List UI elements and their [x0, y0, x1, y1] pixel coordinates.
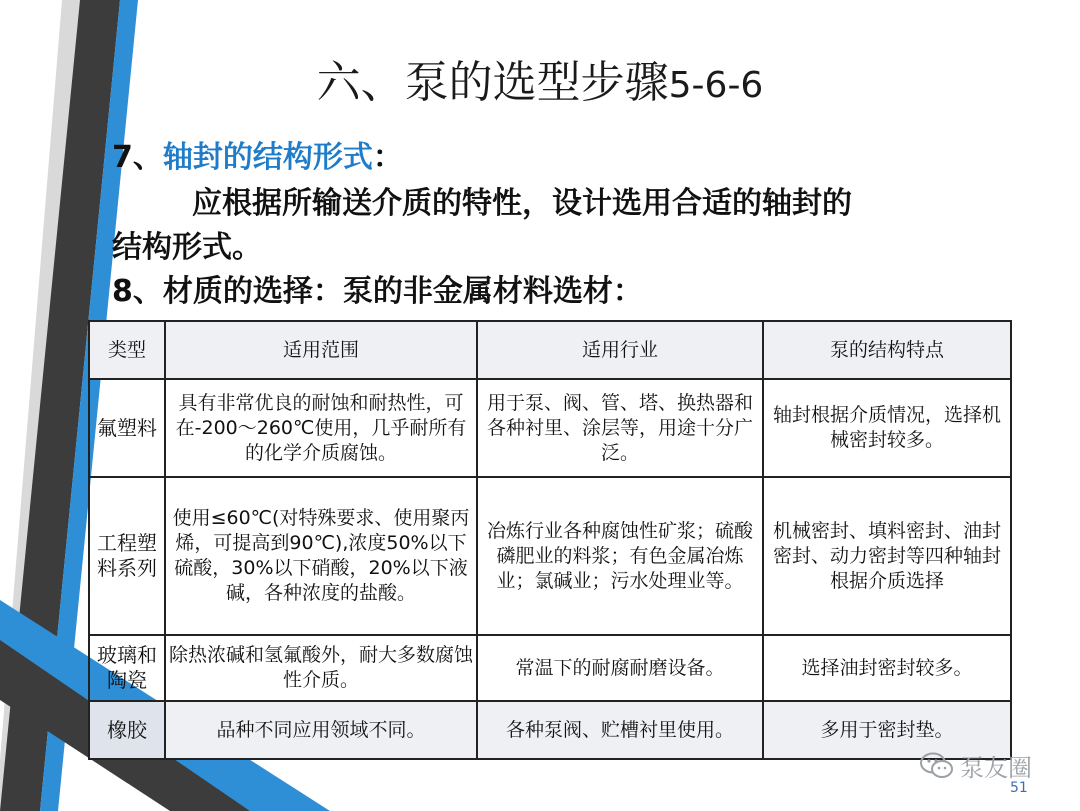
cell-features: 多用于密封垫。	[763, 701, 1011, 759]
section-7-title: 轴封的结构形式	[162, 140, 373, 175]
cell-scope: 使用≤60℃(对特殊要求、使用聚丙烯，可提高到90℃),浓度50%以下硫酸，30%以下硝酸，20%以下液碱，各种浓度的盐酸。	[165, 477, 477, 635]
section-8-heading: 8、材质的选择：泵的非金属材料选材：	[112, 274, 643, 309]
cell-features: 选择油封密封较多。	[763, 635, 1011, 701]
body-line-2: 结构形式。	[112, 230, 262, 265]
page-number: 51	[1010, 780, 1028, 796]
cell-industry: 冶炼行业各种腐蚀性矿浆；硫酸磷肥业的料浆；有色金属冶炼业；氯碱业；污水处理业等。	[477, 477, 763, 635]
title-main: 六、泵的选型步骤	[316, 57, 669, 108]
table-row	[89, 379, 1011, 477]
cell-industry: 用于泵、阀、管、塔、换热器和各种衬里、涂层等，用途十分广泛。	[477, 379, 763, 477]
cell-scope: 除热浓碱和氢氟酸外，耐大多数腐蚀性介质。	[165, 635, 477, 701]
page-title	[0, 48, 1080, 118]
header-type: 类型	[89, 321, 165, 379]
header-industry: 适用行业	[477, 321, 763, 379]
table-row	[89, 477, 1011, 635]
cell-industry: 各种泵阀、贮槽衬里使用。	[477, 701, 763, 759]
cell-type: 工程塑料系列	[89, 477, 165, 635]
cell-features: 机械密封、填料密封、油封密封、动力密封等四种轴封根据介质选择	[763, 477, 1011, 635]
cell-features: 轴封根据介质情况，选择机械密封较多。	[763, 379, 1011, 477]
table-header-row	[89, 321, 1011, 379]
table-row	[89, 635, 1011, 701]
cell-type: 玻璃和陶瓷	[89, 635, 165, 701]
header-scope: 适用范围	[165, 321, 477, 379]
watermark	[920, 748, 1032, 783]
section-7-label: 7、	[112, 140, 163, 175]
cell-type: 氟塑料	[89, 379, 165, 477]
header-features: 泵的结构特点	[763, 321, 1011, 379]
table-row	[89, 701, 1011, 759]
cell-scope: 品种不同应用领域不同。	[165, 701, 477, 759]
wechat-icon	[920, 752, 954, 780]
title-number: 5-6-6	[668, 65, 764, 106]
body-line-1: 应根据所输送介质的特性，设计选用合适的轴封的	[192, 186, 852, 221]
section-7-colon: ：	[372, 140, 403, 175]
cell-industry: 常温下的耐腐耐磨设备。	[477, 635, 763, 701]
watermark-text: 泵友圈	[960, 754, 1032, 782]
section-7-heading	[112, 132, 403, 176]
materials-table	[88, 320, 1012, 760]
cell-type: 橡胶	[89, 701, 165, 759]
cell-scope: 具有非常优良的耐蚀和耐热性，可在-200～260℃使用，几乎耐所有的化学介质腐蚀。	[165, 379, 477, 477]
